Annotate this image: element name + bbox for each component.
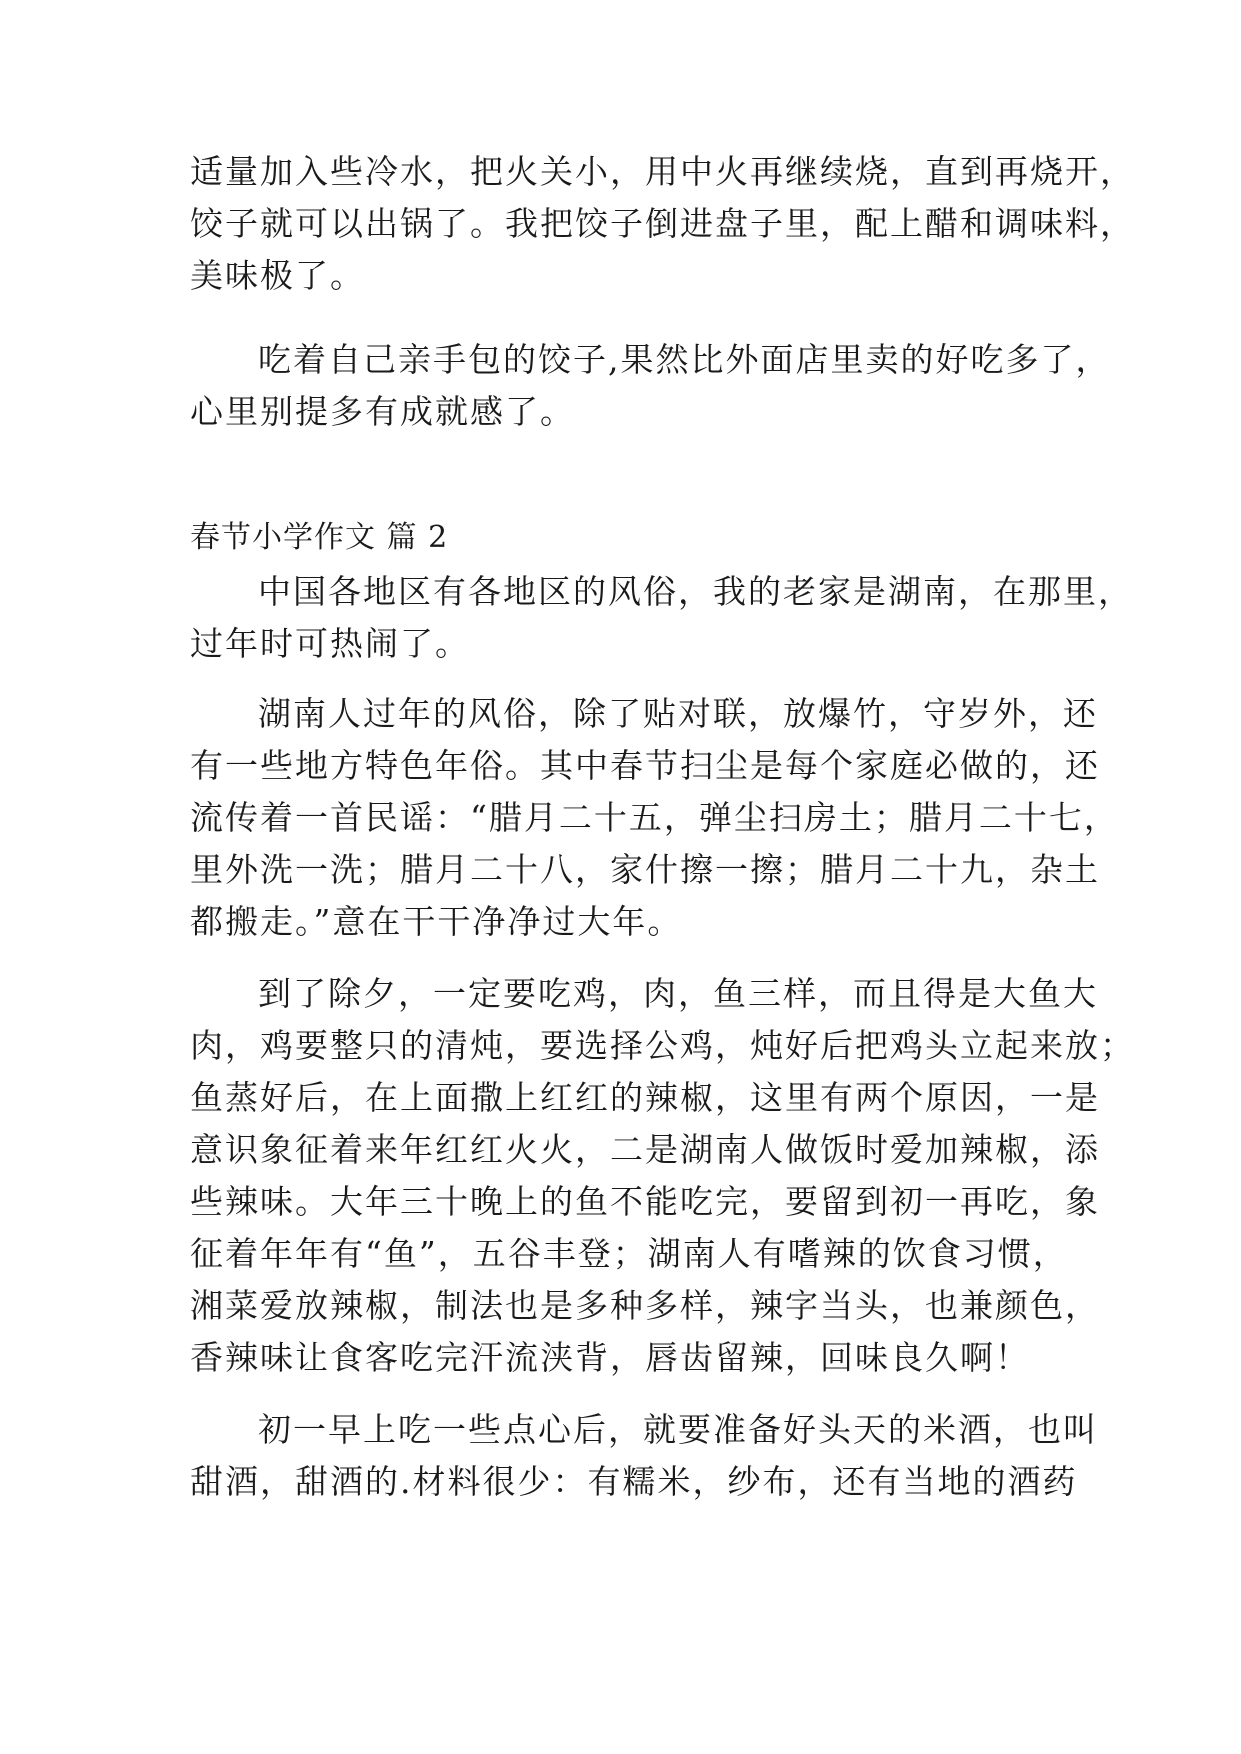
text-line: 些辣味。大年三十晚上的鱼不能吃完，要留到初一再吃，象 <box>190 1182 1100 1221</box>
text-line: 肉，鸡要整只的清炖，要选择公鸡，炖好后把鸡头立起来放； <box>190 1026 1135 1065</box>
text-line: 有一些地方特色年俗。其中春节扫尘是每个家庭必做的，还 <box>190 746 1100 785</box>
text-line: 都搬走。”意在干干净净过大年。 <box>190 902 683 941</box>
section-heading: 春节小学作文 篇 2 <box>190 520 449 555</box>
text-line: 香辣味让食客吃完汗流浃背，唇齿留辣，回味良久啊！ <box>190 1338 1030 1377</box>
text-line: 初一早上吃一些点心后，就要准备好头天的米酒，也叫 <box>258 1410 1098 1449</box>
text-line: 适量加入些冷水，把火关小，用中火再继续烧，直到再烧开， <box>190 152 1135 191</box>
text-line: 过年时可热闹了。 <box>190 624 470 663</box>
text-line: 到了除夕，一定要吃鸡，肉，鱼三样，而且得是大鱼大 <box>258 974 1098 1013</box>
text-line: 鱼蒸好后，在上面撒上红红的辣椒，这里有两个原因，一是 <box>190 1078 1100 1117</box>
text-line: 吃着自己亲手包的饺子,果然比外面店里卖的好吃多了， <box>258 340 1111 379</box>
text-line: 湘菜爱放辣椒，制法也是多种多样，辣字当头，也兼颜色， <box>190 1286 1100 1325</box>
text-line: 湖南人过年的风俗，除了贴对联，放爆竹，守岁外，还 <box>258 694 1098 733</box>
text-line: 心里别提多有成就感了。 <box>190 392 575 431</box>
text-line: 美味极了。 <box>190 256 365 295</box>
text-line: 征着年年有“鱼”，五谷丰登；湖南人有嗜辣的饮食习惯， <box>190 1234 1068 1273</box>
text-line: 意识象征着来年红红火火，二是湖南人做饭时爱加辣椒，添 <box>190 1130 1100 1169</box>
text-line: 里外洗一洗；腊月二十八，家什擦一擦；腊月二十九，杂土 <box>190 850 1100 889</box>
text-line: 流传着一首民谣：“腊月二十五，弹尘扫房土；腊月二十七， <box>190 798 1119 837</box>
text-line: 甜酒，甜酒的.材料很少：有糯米，纱布，还有当地的酒药 <box>190 1462 1078 1501</box>
text-line: 饺子就可以出锅了。我把饺子倒进盘子里，配上醋和调味料， <box>190 204 1135 243</box>
text-line: 中国各地区有各地区的风俗，我的老家是湖南，在那里， <box>258 572 1133 611</box>
